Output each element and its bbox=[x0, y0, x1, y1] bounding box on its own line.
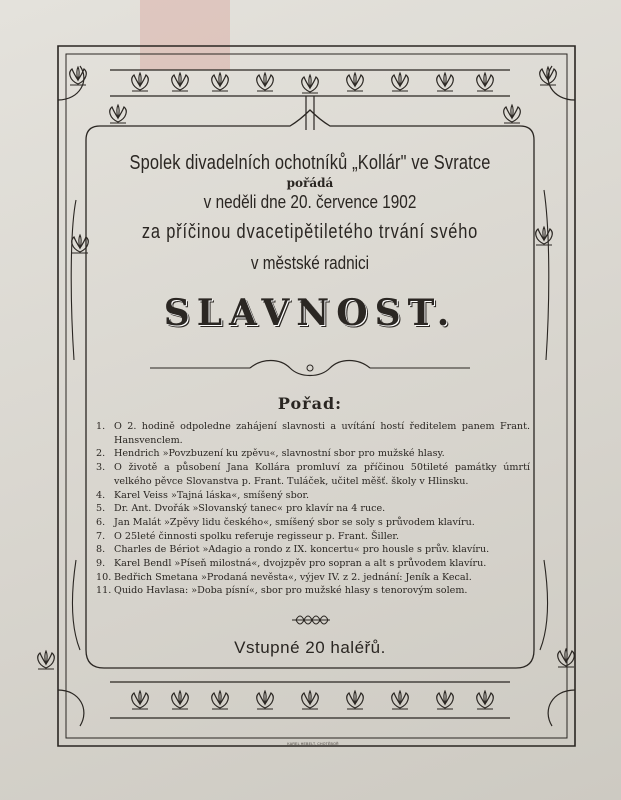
list-item bbox=[96, 461, 530, 488]
list-item bbox=[96, 584, 530, 598]
item-text: Bedřich Smetana »Prodaná nevěsta«, výjev IV. z 2. jednání: Jeník a Kecal. bbox=[114, 571, 472, 583]
entrance-fee: Vstupné 20 haléřů. bbox=[234, 638, 386, 657]
item-text: O 25leté činnosti spolku referuje regisseur p. Frant. Šiller. bbox=[114, 530, 400, 542]
society-name: Spolek divadelních ochotníků „Kollár" ve Svratce bbox=[129, 152, 491, 174]
item-number: 5. bbox=[96, 503, 106, 515]
poster-title: SLAVNOST. bbox=[163, 292, 457, 334]
item-number: 8. bbox=[96, 544, 106, 556]
item-number: 9. bbox=[96, 558, 106, 570]
list-item bbox=[96, 530, 530, 544]
presents-label: pořádá bbox=[286, 176, 334, 190]
list-item bbox=[96, 489, 530, 503]
event-venue: v městské radnici bbox=[250, 253, 370, 273]
item-number: 11. bbox=[96, 585, 112, 597]
event-occasion: za příčinou dvacetipětiletého trvání svého bbox=[141, 221, 479, 243]
list-item bbox=[96, 447, 530, 461]
item-text: Charles de Bériot »Adagio a rondo z IX. koncertu« pro housle s prův. klavíru. bbox=[114, 544, 490, 556]
list-item bbox=[96, 516, 530, 530]
item-text: Karel Bendl »Píseň milostná«, dvojzpěv pro sopran a alt s průvodem klavíru. bbox=[114, 558, 487, 570]
item-text: Jan Malát »Zpěvy lidu českého«, smíšený sbor se soly s průvodem klavíru. bbox=[114, 516, 475, 528]
item-text: Quido Havlasa: »Doba písní«, sbor pro mužské hlasy s tenorovým solem. bbox=[114, 585, 468, 597]
list-item bbox=[96, 557, 530, 571]
list-item bbox=[96, 502, 530, 516]
item-text: Dr. Ant. Dvořák »Slovanský tanec« pro klavír na 4 ruce. bbox=[114, 503, 386, 515]
item-text: O životě a působení Jana Kollára promluví za příčinou 50tileté památky úmrtí velkého pěvce Slovanstva p. Frant. Tuláček, učitel měšť. školy v Hlinsku. bbox=[114, 462, 530, 487]
printer-imprint: KAREL HEBELT, CHOTĚBOŘ bbox=[287, 742, 339, 746]
event-date: v neděli dne 20. července 1902 bbox=[203, 192, 417, 212]
program-heading: Pořad: bbox=[277, 394, 343, 413]
item-text: O 2. hodině odpoledne zahájení slavnosti a uvítání hostí ředitelem panem Frant. Hansvenclem. bbox=[114, 421, 530, 446]
item-number: 6. bbox=[96, 516, 106, 528]
item-number: 1. bbox=[96, 421, 106, 432]
item-number: 3. bbox=[96, 462, 106, 474]
poster-content bbox=[70, 120, 550, 680]
item-number: 7. bbox=[96, 530, 106, 542]
list-item bbox=[96, 420, 530, 447]
program-list bbox=[96, 420, 530, 598]
item-number: 4. bbox=[96, 489, 106, 501]
item-number: 2. bbox=[96, 448, 106, 460]
list-item bbox=[96, 543, 530, 557]
item-text: Karel Veiss »Tajná láska«, smíšený sbor. bbox=[114, 489, 310, 501]
list-item bbox=[96, 571, 530, 585]
item-number: 10. bbox=[96, 571, 112, 583]
item-text: Hendrich »Povzbuzení ku zpěvu«, slavnostní sbor pro mužské hlasy. bbox=[114, 448, 445, 460]
